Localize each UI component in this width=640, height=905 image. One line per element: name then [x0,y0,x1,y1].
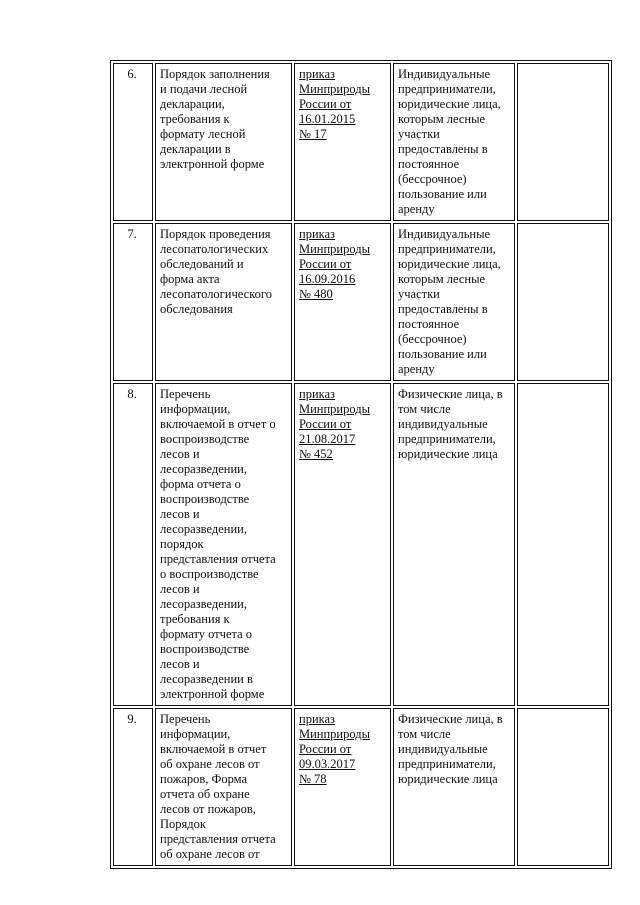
subjects-line: постоянное [398,157,460,171]
act-link-text[interactable]: № 480 [299,287,333,301]
act-link-text[interactable]: 09.03.2017 [299,757,356,771]
subjects-line: пользование или [398,187,487,201]
subjects-line: юридические лица, [398,257,501,271]
subjects-line: Индивидуальные [398,227,491,241]
act-link-text[interactable]: России от [299,97,352,111]
act-link-line[interactable] [299,757,386,772]
table-row [113,223,609,381]
subjects-line: предоставлены в [398,302,488,316]
title-line: об охране лесов от [160,847,260,861]
requirement-title [155,708,292,866]
subjects-line: юридические лица [398,772,498,786]
subjects-line: которым лесные [398,112,486,126]
act-link-text[interactable]: России от [299,742,352,756]
title-line: пожаров, Форма [160,772,248,786]
empty-cell [517,63,609,221]
act-link-text[interactable]: России от [299,257,352,271]
legal-act [294,223,391,381]
act-link-text[interactable]: России от [299,417,352,431]
requirement-title [155,223,292,381]
empty-cell [517,708,609,866]
title-line: Порядок проведения [160,227,271,241]
subjects [393,223,515,381]
act-link-line[interactable] [299,67,386,82]
act-link-text[interactable]: приказ [299,227,335,241]
act-link-line[interactable] [299,727,386,742]
subjects-line: юридические лица, [398,97,501,111]
title-line: лесоразведении, [160,462,247,476]
title-line: представления отчета [160,552,276,566]
act-link-line[interactable] [299,402,386,417]
subjects-line: предприниматели, [398,757,496,771]
act-link-line[interactable] [299,447,386,462]
requirement-title [155,383,292,706]
empty-cell [517,223,609,381]
title-line: декларации в [160,142,231,156]
subjects-line: аренду [398,362,435,376]
subjects-line: предоставлены в [398,142,488,156]
title-line: Порядок заполнения [160,67,270,81]
title-line: Перечень [160,712,211,726]
title-line: лесоразведении, [160,597,247,611]
table-row [113,63,609,221]
subjects-line: предприниматели, [398,432,496,446]
act-link-line[interactable] [299,287,386,302]
title-line: о воспроизводстве [160,567,259,581]
title-line: лесопатологических [160,242,269,256]
act-link-line[interactable] [299,772,386,787]
subjects-line: участки [398,127,440,141]
act-link-line[interactable] [299,272,386,287]
requirement-title [155,63,292,221]
subjects-line: предприниматели, [398,242,496,256]
title-line: информации, [160,402,231,416]
title-line: декларации, [160,97,225,111]
title-line: воспроизводстве [160,642,250,656]
subjects-line: том числе [398,727,451,741]
empty-cell [517,383,609,706]
act-link-text[interactable]: № 452 [299,447,333,461]
row-number: 7. [113,223,153,381]
title-line: форма отчета о [160,477,241,491]
title-line: обследований и [160,257,244,271]
subjects-line: участки [398,287,440,301]
subjects-line: постоянное [398,317,460,331]
act-link-text[interactable]: приказ [299,67,335,81]
title-line: включаемой в отчет о [160,417,276,431]
subjects-line: (бессрочное) [398,332,467,346]
title-line: обследования [160,302,233,316]
act-link-text[interactable]: приказ [299,712,335,726]
subjects-line: Индивидуальные [398,67,491,81]
row-number: 6. [113,63,153,221]
title-line: информации, [160,727,231,741]
act-link-text[interactable]: Минприроды [299,82,371,96]
title-line: и подачи лесной [160,82,248,96]
title-line: воспроизводстве [160,432,250,446]
title-line: лесоразведении в [160,672,253,686]
subjects-line: том числе [398,402,451,416]
title-line: форма акта [160,272,220,286]
title-line: электронной форме [160,157,265,171]
act-link-line[interactable] [299,227,386,242]
title-line: лесов и [160,447,200,461]
title-line: требования к [160,612,230,626]
table-row [113,708,609,866]
subjects [393,708,515,866]
regulations-table [110,60,612,869]
act-link-text[interactable]: 16.09.2016 [299,272,356,286]
act-link-line[interactable] [299,127,386,142]
subjects-line: индивидуальные [398,742,488,756]
act-link-line[interactable] [299,97,386,112]
title-line: включаемой в отчет [160,742,267,756]
row-number: 9. [113,708,153,866]
act-link-line[interactable] [299,257,386,272]
title-line: порядок [160,537,204,551]
act-link-text[interactable]: 21.08.2017 [299,432,356,446]
legal-act [294,63,391,221]
title-line: формату отчета о [160,627,253,641]
act-link-line[interactable] [299,82,386,97]
act-link-text[interactable]: 16.01.2015 [299,112,356,126]
title-line: Порядок [160,817,206,831]
title-line: электронной форме [160,687,265,701]
title-line: об охране лесов от [160,757,260,771]
subjects-line: предприниматели, [398,82,496,96]
subjects [393,63,515,221]
subjects-line: которым лесные [398,272,486,286]
act-link-line[interactable] [299,742,386,757]
act-link-text[interactable]: приказ [299,387,335,401]
act-link-text[interactable]: № 17 [299,127,327,141]
legal-act [294,708,391,866]
title-line: лесопатологического [160,287,272,301]
act-link-line[interactable] [299,432,386,447]
title-line: лесов и [160,657,200,671]
subjects [393,383,515,706]
act-link-line[interactable] [299,112,386,127]
act-link-line[interactable] [299,712,386,727]
subjects-line: Физические лица, в [398,387,503,401]
title-line: формату лесной [160,127,246,141]
legal-act [294,383,391,706]
act-link-line[interactable] [299,242,386,257]
title-line: лесов от пожаров, [160,802,256,816]
subjects-line: аренду [398,202,435,216]
act-link-text[interactable]: Минприроды [299,402,371,416]
act-link-text[interactable]: Минприроды [299,727,371,741]
act-link-line[interactable] [299,387,386,402]
act-link-text[interactable]: Минприроды [299,242,371,256]
subjects-line: пользование или [398,347,487,361]
title-line: воспроизводстве [160,492,250,506]
title-line: лесоразведении, [160,522,247,536]
row-number: 8. [113,383,153,706]
act-link-text[interactable]: № 78 [299,772,327,786]
act-link-line[interactable] [299,417,386,432]
subjects-line: индивидуальные [398,417,488,431]
subjects-line: юридические лица [398,447,498,461]
subjects-line: Физические лица, в [398,712,503,726]
title-line: представления отчета [160,832,276,846]
title-line: Перечень [160,387,211,401]
title-line: лесов и [160,582,200,596]
title-line: требования к [160,112,230,126]
subjects-line: (бессрочное) [398,172,467,186]
title-line: лесов и [160,507,200,521]
title-line: отчета об охране [160,787,250,801]
table-row [113,383,609,706]
